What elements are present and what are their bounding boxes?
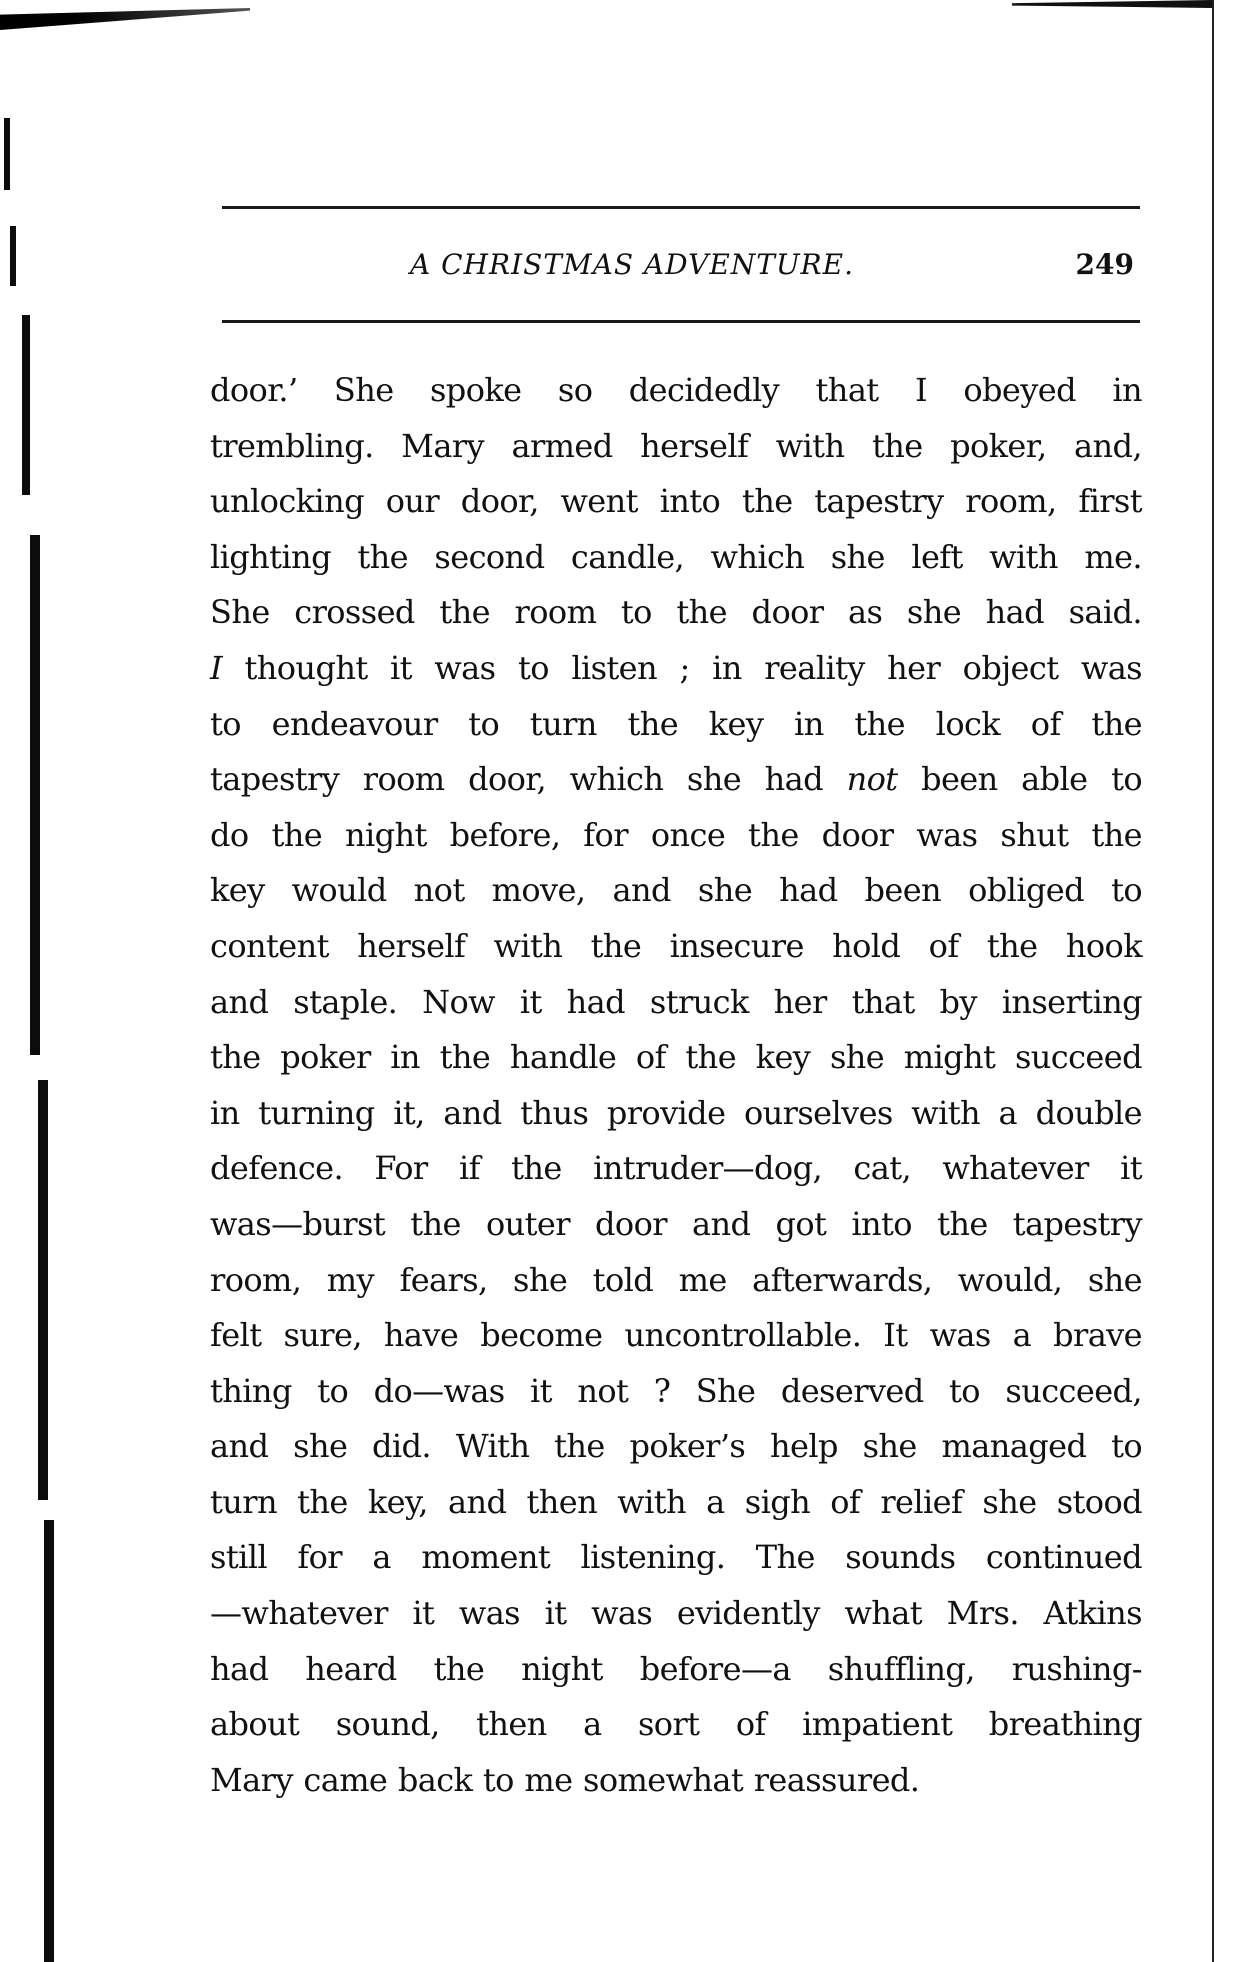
text-line: content herself with the insecure hold of the hook <box>210 926 1142 965</box>
header-rule-bottom <box>222 320 1140 323</box>
text-line: do the night before, for once the door was shut the <box>210 815 1142 854</box>
text-segment: thought it was to listen ; in reality her object was <box>222 648 1142 687</box>
text-line: the poker in the handle of the key she might succeed <box>210 1038 1142 1077</box>
text-segment: been able to <box>897 760 1142 799</box>
page-right-edge <box>1212 0 1214 1962</box>
text-line: door.’ She spoke so decidedly that I obeyed in <box>210 371 1142 409</box>
running-header <box>222 248 1140 288</box>
text-line: key would not move, and she had been obliged to <box>210 871 1142 910</box>
text-line <box>210 641 1142 697</box>
page-number: 249 <box>1075 248 1134 281</box>
text-line: to endeavour to turn the key in the lock of the <box>210 704 1142 743</box>
binding-shadow <box>4 118 10 190</box>
text-line: and she did. With the poker’s help she managed to <box>210 1427 1142 1466</box>
binding-shadow <box>38 1080 48 1500</box>
binding-shadow <box>30 535 40 1055</box>
text-line: in turning it, and thus provide ourselves with a double <box>210 1093 1142 1132</box>
text-segment: tapestry room door, which she had <box>210 760 847 799</box>
text-line: defence. For if the intruder—dog, cat, whatever it <box>210 1149 1142 1188</box>
text-line: trembling. Mary armed herself with the poker, and, <box>210 426 1142 465</box>
text-line: Mary came back to me somewhat reassured. <box>210 1760 920 1799</box>
binding-shadow <box>22 315 30 495</box>
scan-artifact-top-right <box>1012 0 1212 8</box>
text-line: about sound, then a sort of impatient breathing <box>210 1705 1142 1744</box>
text-line: unlocking our door, went into the tapestry room, first <box>210 482 1142 521</box>
text-line: had heard the night before—a shuffling, rushing- <box>210 1649 1142 1688</box>
text-line: and staple. Now it had struck her that by inserting <box>210 982 1142 1021</box>
header-rule-top <box>222 206 1140 209</box>
body-text <box>210 363 1142 1808</box>
text-line: thing to do—was it not ? She deserved to succeed, <box>210 1371 1142 1410</box>
text-line: room, my fears, she told me afterwards, would, she <box>210 1260 1142 1299</box>
italic-emphasis: I <box>210 648 223 687</box>
binding-shadow <box>44 1520 54 1962</box>
text-line: She crossed the room to the door as she had said. <box>210 593 1142 632</box>
italic-emphasis: not <box>846 760 898 799</box>
text-line: —whatever it was it was evidently what Mrs. Atkins <box>210 1594 1142 1633</box>
text-line: was—burst the outer door and got into the tapestry <box>210 1204 1142 1243</box>
binding-shadow <box>10 226 16 286</box>
scan-artifact-top-left <box>0 8 250 30</box>
text-line: lighting the second candle, which she left with me. <box>210 537 1142 576</box>
text-line: still for a moment listening. The sounds continued <box>210 1538 1142 1577</box>
text-line <box>210 752 1142 808</box>
running-title: A CHRISTMAS ADVENTURE. <box>410 248 854 281</box>
text-line: felt sure, have become uncontrollable. It was a brave <box>210 1316 1142 1355</box>
text-line: turn the key, and then with a sigh of relief she stood <box>210 1482 1142 1521</box>
